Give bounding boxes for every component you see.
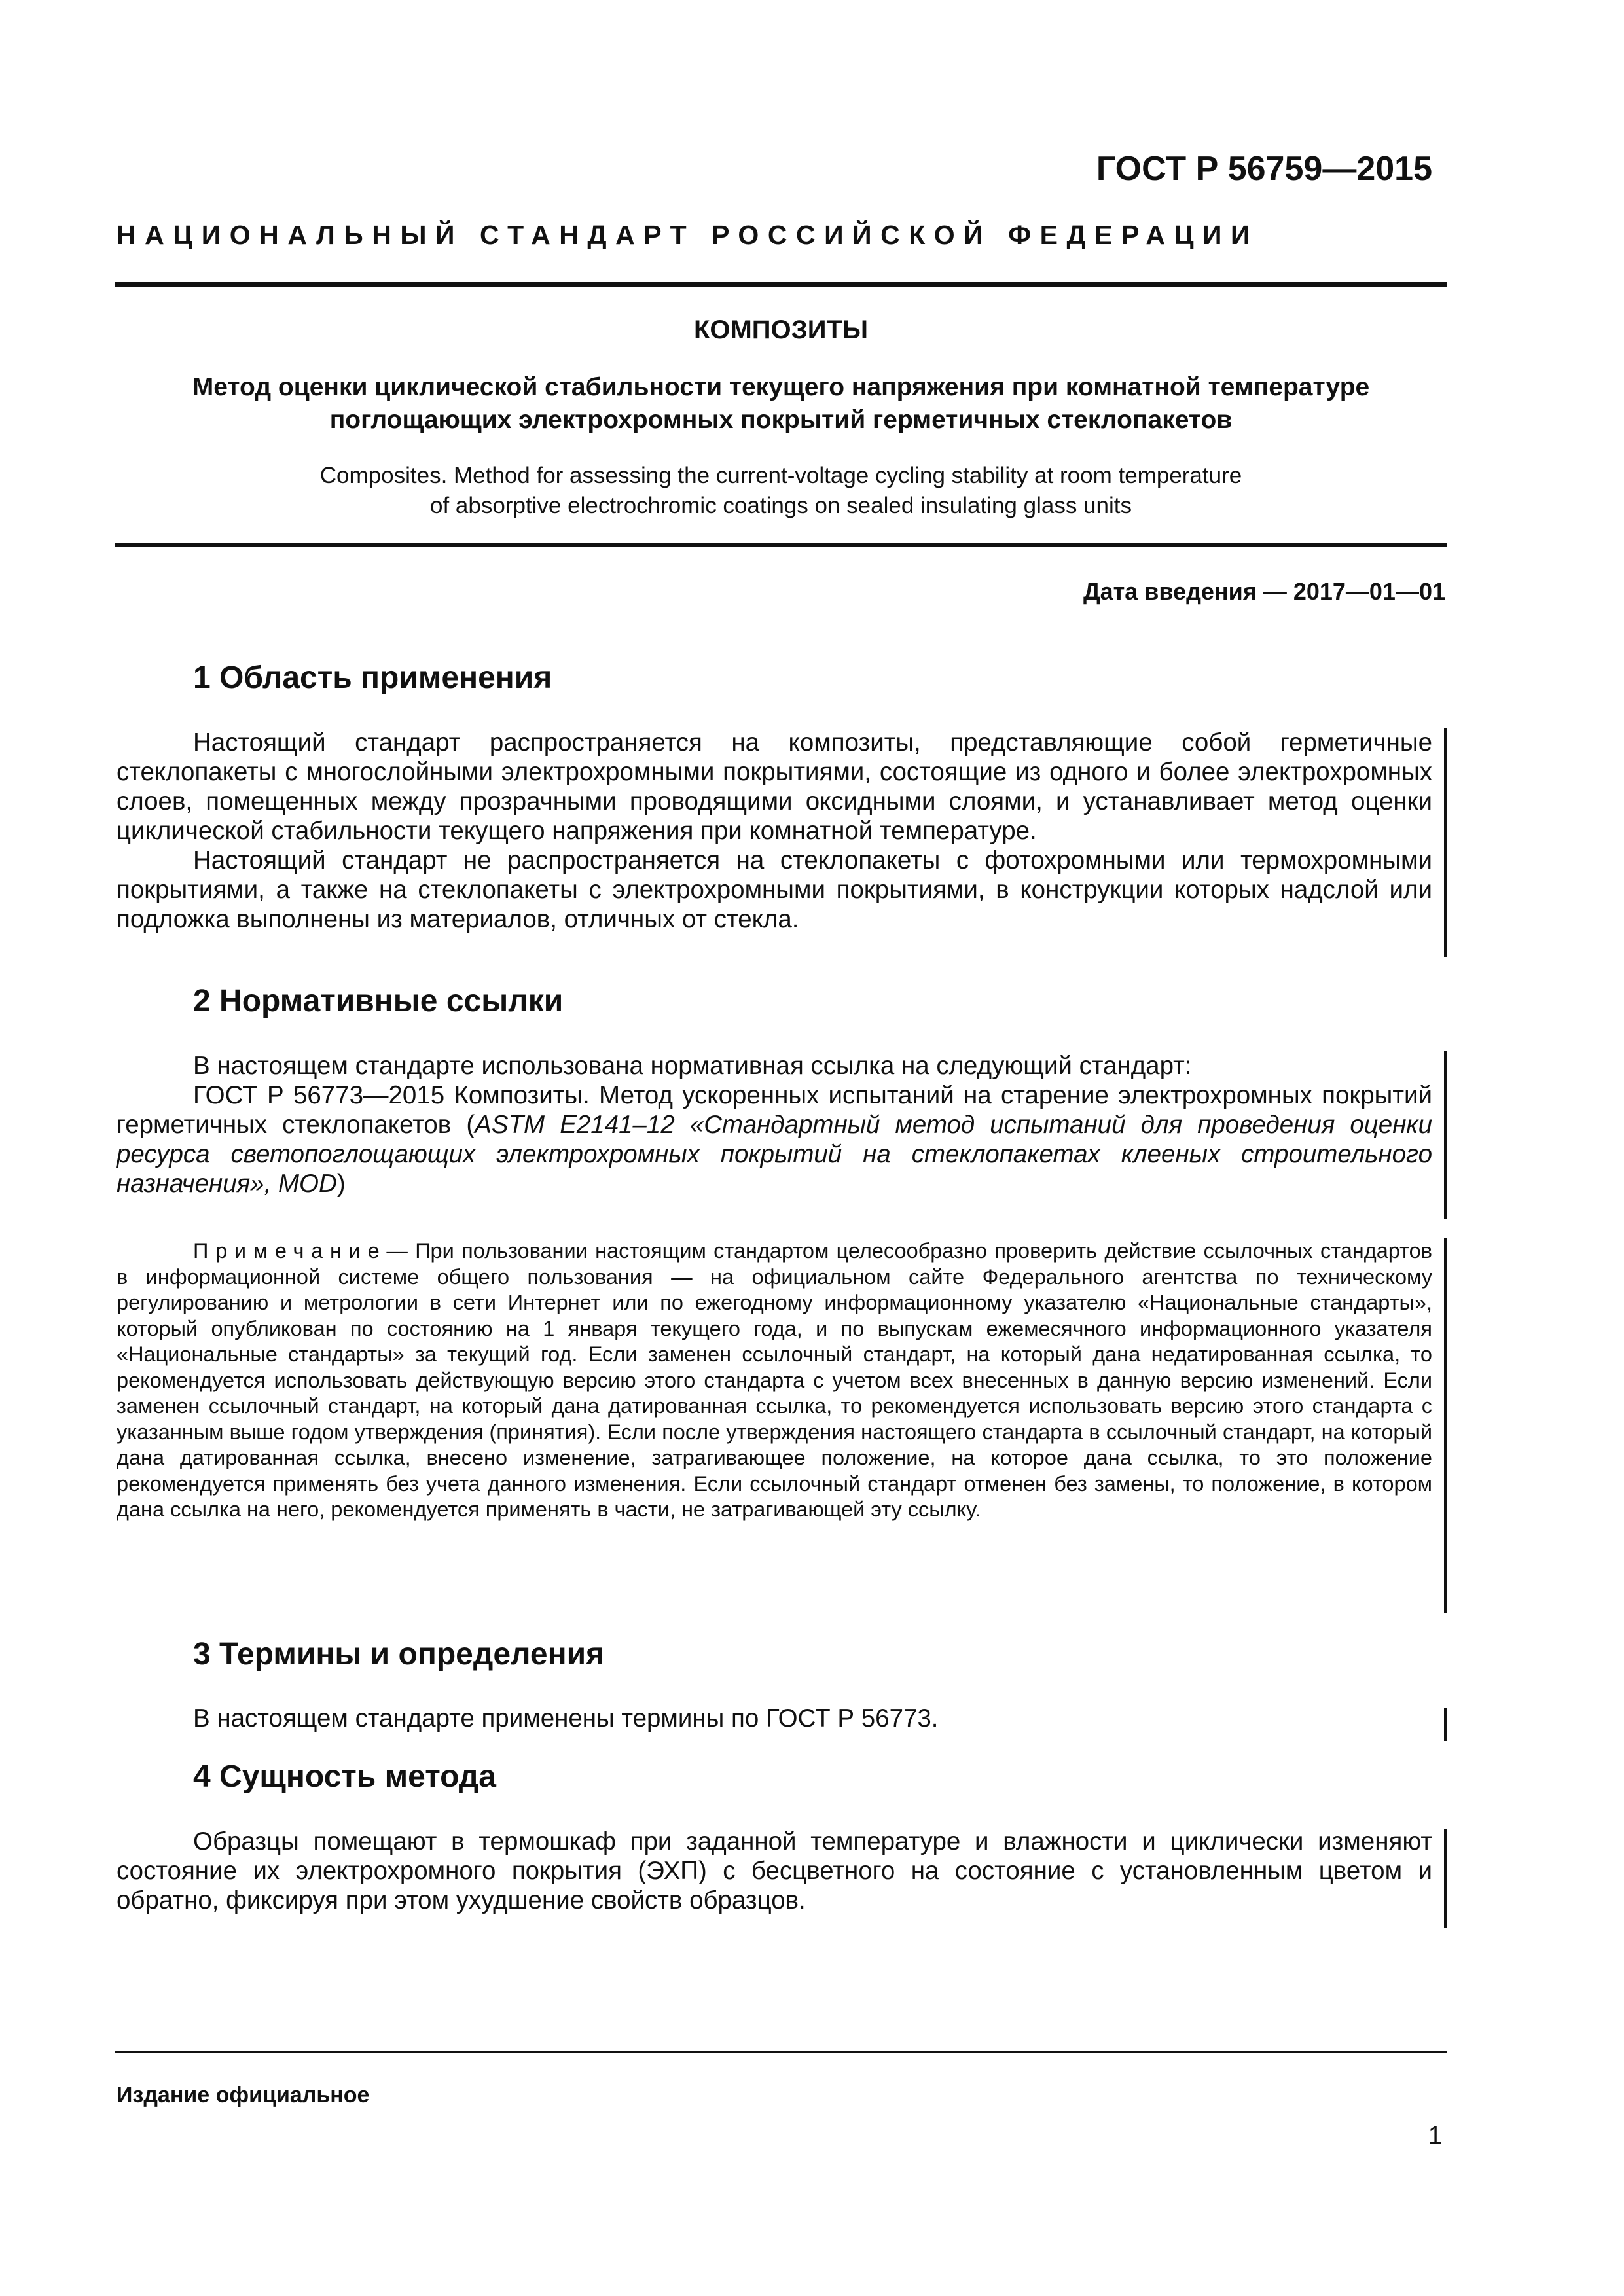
section-4-heading: 4 Сущность метода	[193, 1759, 496, 1794]
section-2-body	[117, 1051, 1432, 1198]
section-3-paragraph-1: В настоящем стандарте применены термины по ГОСТ Р 56773.	[193, 1704, 939, 1732]
section-1-heading: 1 Область применения	[193, 660, 552, 695]
section-2-paragraph-1: В настоящем стандарте использована нормативная ссылка на следующий стандарт:	[193, 1052, 1192, 1080]
section-1-body	[117, 728, 1432, 934]
section-1-paragraph-2: Настоящий стандарт не распространяется на стеклопакеты с фотохромными или термохромными покрытиями, а также на стеклопакеты с электрохромными покрытиями, в конструкции которых надслой или подложка выполнены из материалов, отличных от стекла.	[117, 846, 1432, 933]
section-3-heading: 3 Термины и определения	[193, 1637, 605, 1672]
english-title-line-2: of absorptive electrochromic coatings on sealed insulating glass units	[430, 493, 1132, 518]
official-edition-label: Издание официальное	[117, 2083, 370, 2108]
section-2-reference	[117, 1081, 1432, 1198]
page-number: 1	[1428, 2122, 1442, 2149]
note-text: — При пользовании настоящим стандартом целесообразно проверить действие ссылочных стандартов в информационной системе общего пользования — на официальном сайте Федерального агентства по техническому регулированию и метрологии в сети Интернет или по ежегодному информационному указателю «Национальные стандарты», который опубликован по состоянию на 1 января текущего года, и по выпускам ежемесячного информационного указателя «Национальные стандарты» за текущий год. Если заменен ссылочный стандарт, на который дана недатированная ссылка, то рекомендуется использовать действующую версию этого стандарта с учетом всех внесенных в данную версию изменений. Если заменен ссылочный стандарт, на который дана датированная ссылка, то рекомендуется использовать версию этого стандарта с указанным выше годом утверждения (принятия). Если после утверждения настоящего стандарта в ссылочный стандарт, на который дана датированная ссылка, внесено изменение, затрагивающее положение, на которое дана ссылка, то это положение рекомендуется применять без учета данного изменения. Если ссылочный стандарт отменен без замены, то положение, в котором дана ссылка на него, рекомендуется применять в части, не затрагивающей эту ссылку.	[117, 1239, 1432, 1521]
subtitle-line-2: поглощающих электрохромных покрытий герметичных стеклопакетов	[329, 406, 1233, 434]
gost-identifier: ГОСТ Р 56759—2015	[1096, 150, 1432, 188]
change-bar	[1444, 1051, 1447, 1219]
note-paragraph	[117, 1238, 1432, 1523]
header-rule	[115, 282, 1447, 287]
english-title	[115, 461, 1447, 521]
section-2-heading: 2 Нормативные ссылки	[193, 984, 564, 1018]
change-bar	[1444, 1238, 1447, 1613]
title-rule	[115, 543, 1447, 547]
note-label: Примечание	[193, 1239, 387, 1263]
section-4-body	[117, 1827, 1432, 1915]
reference-text: ГОСТ Р 56773—2015 Композиты. Метод ускоренных испытаний на старение электрохромных покрытий герметичных стеклопакетов (	[117, 1081, 1432, 1139]
reference-italic-text: ASTM E2141–12 «Стандартный метод испытаний для проведения оценки ресурса светопоглощающих электрохромных покрытий на стеклопакетах клееных строительного назначения», MOD	[117, 1111, 1432, 1198]
english-title-line-1: Composites. Method for assessing the current-voltage cycling stability at room temperature	[319, 463, 1242, 488]
document-subtitle	[115, 371, 1447, 437]
section-4-paragraph-1: Образцы помещают в термошкаф при заданной температуре и влажности и циклически изменяют состояние их электрохромного покрытия (ЭХП) с бесцветного на состояние с установленным цветом и обратно, фиксируя при этом ухудшение свойств образцов.	[117, 1827, 1432, 1914]
reference-closing: )	[336, 1170, 346, 1198]
national-standard-banner: НАЦИОНАЛЬНЫЙ СТАНДАРТ РОССИЙСКОЙ ФЕДЕРАЦИИ	[117, 220, 1259, 250]
subtitle-line-1: Метод оценки циклической стабильности текущего напряжения при комнатной температуре	[192, 373, 1370, 401]
document-title: КОМПОЗИТЫ	[693, 315, 869, 344]
change-bar	[1444, 728, 1447, 957]
section-3-body	[117, 1704, 1432, 1733]
change-bar	[1444, 1708, 1447, 1741]
section-1-paragraph-1: Настоящий стандарт распространяется на композиты, представляющие собой герметичные стеклопакеты с многослойными электрохромными покрытиями, состоящие из одного и более электрохромных слоев, помещенных между прозрачными проводящими оксидными слоями, и устанавливает метод оценки циклической стабильности текущего напряжения при комнатной температуре.	[117, 728, 1432, 845]
change-bar	[1444, 1829, 1447, 1928]
date-introduced: Дата введения — 2017—01—01	[1083, 578, 1445, 605]
footer-rule	[115, 2051, 1447, 2053]
note-block	[117, 1238, 1432, 1523]
